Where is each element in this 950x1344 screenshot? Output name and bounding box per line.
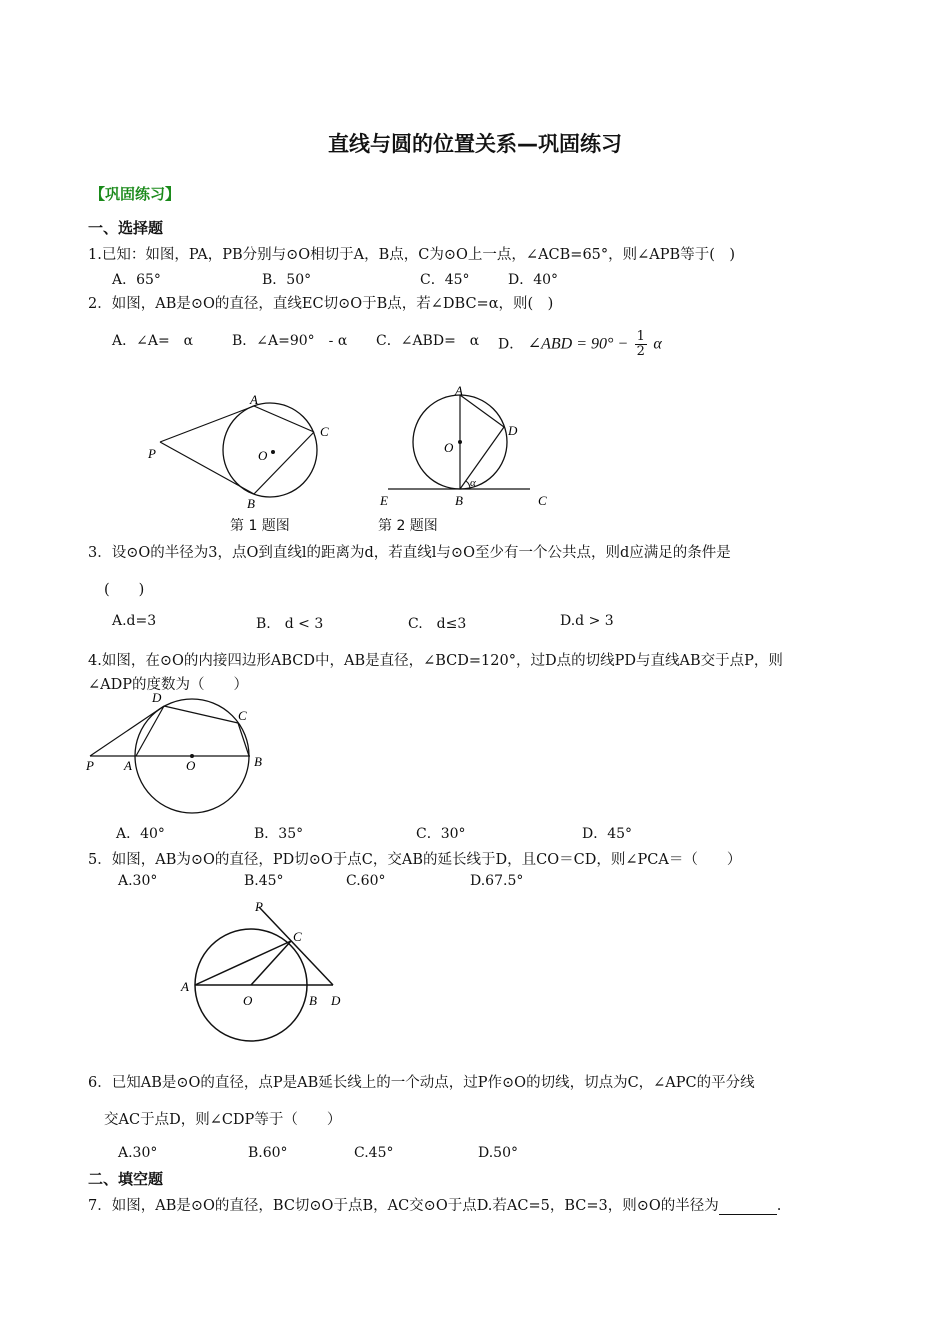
q1-opt-b: B．50°: [262, 272, 312, 288]
q5-opt-a: A.30°: [118, 873, 158, 889]
fig5-label-a: A: [181, 979, 189, 994]
q6-opt-a: A.30°: [118, 1145, 158, 1161]
fig1-label-p: P: [148, 446, 156, 461]
q3-opt-c: C. d≤3: [408, 616, 467, 632]
fig4-label-a: A: [124, 758, 132, 773]
fig1-label-o: O: [258, 448, 268, 463]
q4-text-line2: ∠ADP的度数为（ ）: [88, 677, 249, 693]
fig5-label-d: D: [331, 993, 341, 1008]
fig2-label-d: D: [508, 423, 518, 438]
fig4-label-p: P: [86, 758, 94, 773]
figure-5-diagram: [175, 895, 365, 1050]
q2-opt-d-label: D．: [498, 336, 524, 353]
q7-text: [88, 1194, 781, 1215]
q1-opt-c: C．45°: [420, 272, 470, 288]
fig4-label-c: C: [238, 708, 247, 723]
q3-opt-d: D.d > 3: [560, 613, 614, 629]
q2-opt-d-math-right: α: [653, 335, 662, 353]
section-tag: 【巩固练习】: [90, 185, 181, 203]
page-title: 直线与圆的位置关系—巩固练习: [328, 132, 622, 156]
q5-text: 5．如图，AB为⊙O的直径，PD切⊙O于点C，交AB的延长线于D，且CO＝CD，则∠PCA＝（ ）: [88, 852, 742, 868]
fig4-label-o: O: [186, 758, 196, 773]
q4-opt-a: A．40°: [116, 826, 165, 842]
q7-answer-blank[interactable]: [719, 1200, 777, 1215]
fig1-label-b: B: [247, 496, 255, 511]
q3-text: 3．设⊙O的半径为3，点O到直线l的距离为d，若直线l与⊙O至少有一个公共点，则d应满足的条件是: [88, 545, 731, 561]
q4-opt-c: C．30°: [416, 826, 466, 842]
q3-opt-b: B. d < 3: [256, 616, 324, 632]
q3-opt-a: A.d=3: [112, 613, 157, 629]
q2-text: 2．如图，AB是⊙O的直径，直线EC切⊙O于B点，若∠DBC=α，则( ): [88, 296, 554, 312]
q5-opt-b: B.45°: [244, 873, 284, 889]
q6-opt-d: D.50°: [478, 1145, 518, 1161]
fig2-label-c: C: [538, 493, 547, 508]
figure-2-diagram: [370, 385, 560, 515]
q4-opt-b: B．35°: [254, 826, 304, 842]
fraction-numerator: 1: [636, 329, 645, 344]
q6-opt-c: C.45°: [354, 1145, 394, 1161]
q2-opt-b: B．∠A=90° - α: [232, 333, 348, 349]
q2-opt-d-fraction: [635, 330, 647, 359]
q1-opt-a: A．65°: [112, 272, 161, 288]
fig5-label-b: B: [309, 993, 317, 1008]
q7-text-body: 7．如图，AB是⊙O的直径，BC切⊙O于点B，AC交⊙O于点D.若AC=5，BC=3，则⊙O的半径为: [88, 1198, 719, 1214]
q5-opt-d: D.67.5°: [470, 873, 524, 889]
q5-opt-c: C.60°: [346, 873, 386, 889]
q2-opt-d-math-left: ∠ABD = 90° −: [527, 335, 629, 353]
q1-text: 1.已知：如图，PA，PB分别与⊙O相切于A，B点，C为⊙O上一点，∠ACB=65°，则∠APB等于( ): [88, 247, 736, 263]
fig2-caption: 第 2 题图: [378, 518, 438, 534]
q6-text-line1: 6．已知AB是⊙O的直径，点P是AB延长线上的一个动点，过P作⊙O的切线，切点为C，∠APC的平分线: [88, 1075, 755, 1091]
fig1-label-a: A: [250, 392, 258, 407]
fig2-label-o: O: [444, 440, 454, 455]
fig2-label-e: E: [380, 493, 388, 508]
fig1-caption: 第 1 题图: [230, 518, 290, 534]
figure-1-diagram: [140, 390, 340, 515]
part2-heading: 二、填空题: [88, 1170, 164, 1188]
fig4-label-b: B: [254, 754, 262, 769]
figure-4-diagram: [80, 688, 280, 818]
fig5-label-p: P: [255, 899, 263, 914]
fig2-label-alpha: α: [470, 477, 476, 489]
fraction-denominator: 2: [636, 344, 645, 359]
fig4-label-d: D: [152, 690, 162, 705]
q3-paren: ( ): [104, 582, 145, 598]
fig2-label-b: B: [455, 493, 463, 508]
q4-opt-d: D．45°: [582, 826, 633, 842]
q7-text-end: .: [776, 1198, 782, 1214]
fig5-label-c: C: [293, 929, 302, 944]
fig1-label-c: C: [320, 424, 329, 439]
q2-opt-c: C．∠ABD= α: [376, 333, 480, 349]
q6-opt-b: B.60°: [248, 1145, 288, 1161]
q4-text-line1: 4.如图，在⊙O的内接四边形ABCD中，AB是直径，∠BCD=120°，过D点的切线PD与直线AB交于点P，则: [88, 653, 783, 669]
q2-opt-d: [498, 330, 662, 359]
q2-opt-a: A．∠A= α: [112, 333, 194, 349]
q6-text-line2: 交AC于点D，则∠CDP等于（ ）: [104, 1112, 342, 1128]
fig5-label-o: O: [243, 993, 253, 1008]
q1-opt-d: D．40°: [508, 272, 559, 288]
part1-heading: 一、选择题: [88, 219, 164, 237]
fig2-label-a: A: [455, 385, 463, 398]
